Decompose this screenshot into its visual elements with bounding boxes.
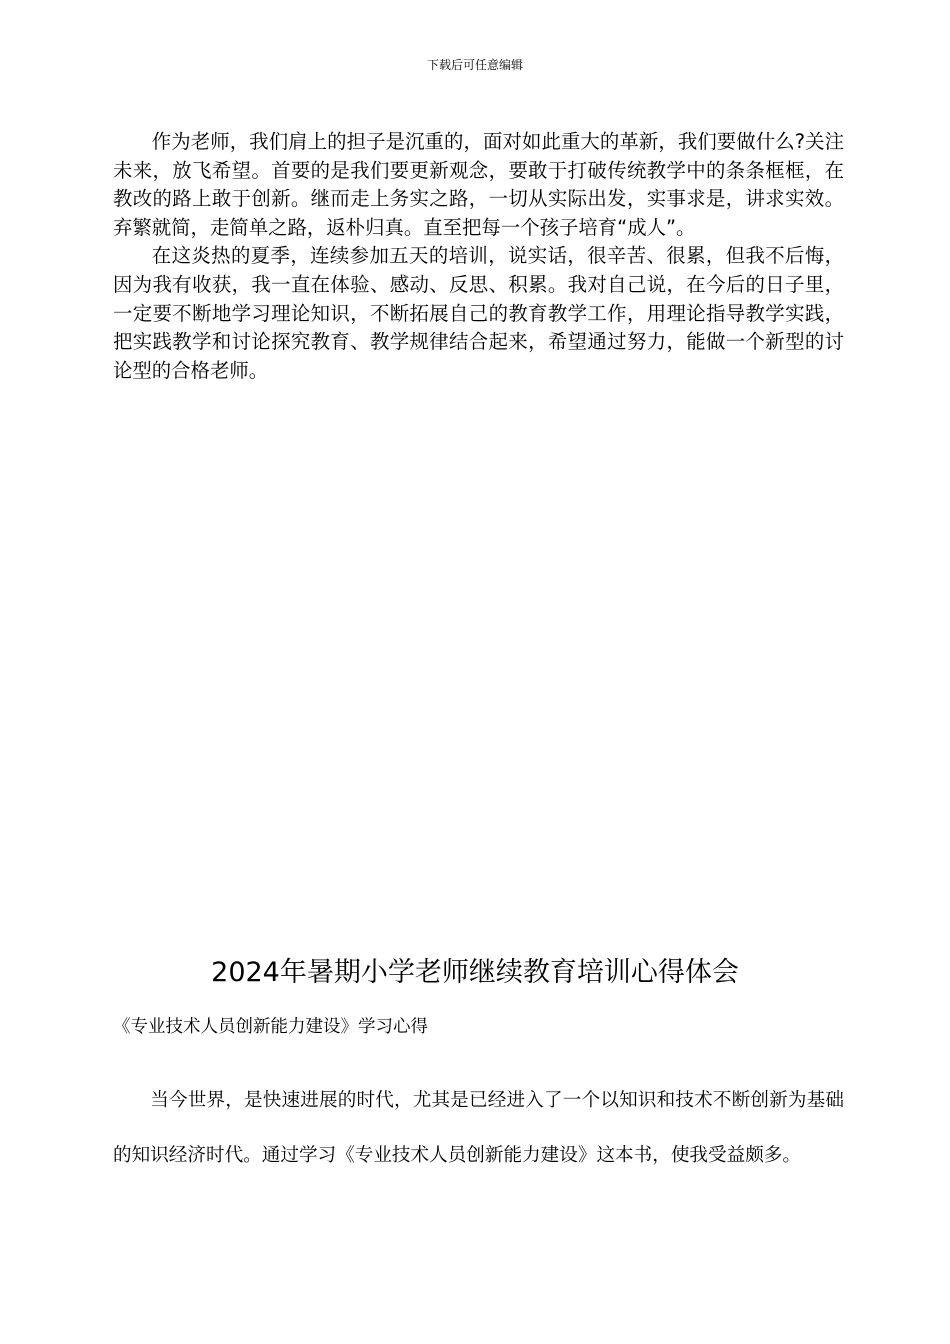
- body-paragraph: 在这炎热的夏季，连续参加五天的培训，说实话，很辛苦、很累，但我不后悔，因为我有收获，我一直在体验、感动、反思、积累。我对自己说，在今后的日子里，一定要不断地学习理论知识，不断拓展自己的教育教学工作，用理论指导教学实践，把实践教学和讨论探究教育、教学规律结合起来，希望通过努力，能做一个新型的讨论型的合格老师。: [113, 244, 844, 382]
- body-paragraph: 作为老师，我们肩上的担子是沉重的，面对如此重大的革新，我们要做什么?关注未来，放飞希望。首要的是我们要更新观念，要敢于打破传统教学中的条条框框，在教改的路上敢于创新。继而走上务实之路，一切从实际出发，实事求是，讲求实效。弃繁就简，走简单之路，返朴归真。直至把每一个孩子培育“成人”。: [113, 130, 844, 239]
- article-paragraph: 当今世界，是快速进展的时代，尤其是已经进入了一个以知识和技术不断创新为基础的知识经济时代。通过学习《专业技术人员创新能力建设》这本书，使我受益颇多。: [113, 1090, 844, 1166]
- article-subtitle: 《专业技术人员创新能力建设》学习心得: [113, 1017, 428, 1037]
- page-header-note: 下载后可任意编辑: [426, 58, 523, 72]
- article-title: 2024年暑期小学老师继续教育培训心得体会: [211, 957, 739, 988]
- body-text-block: [113, 128, 844, 385]
